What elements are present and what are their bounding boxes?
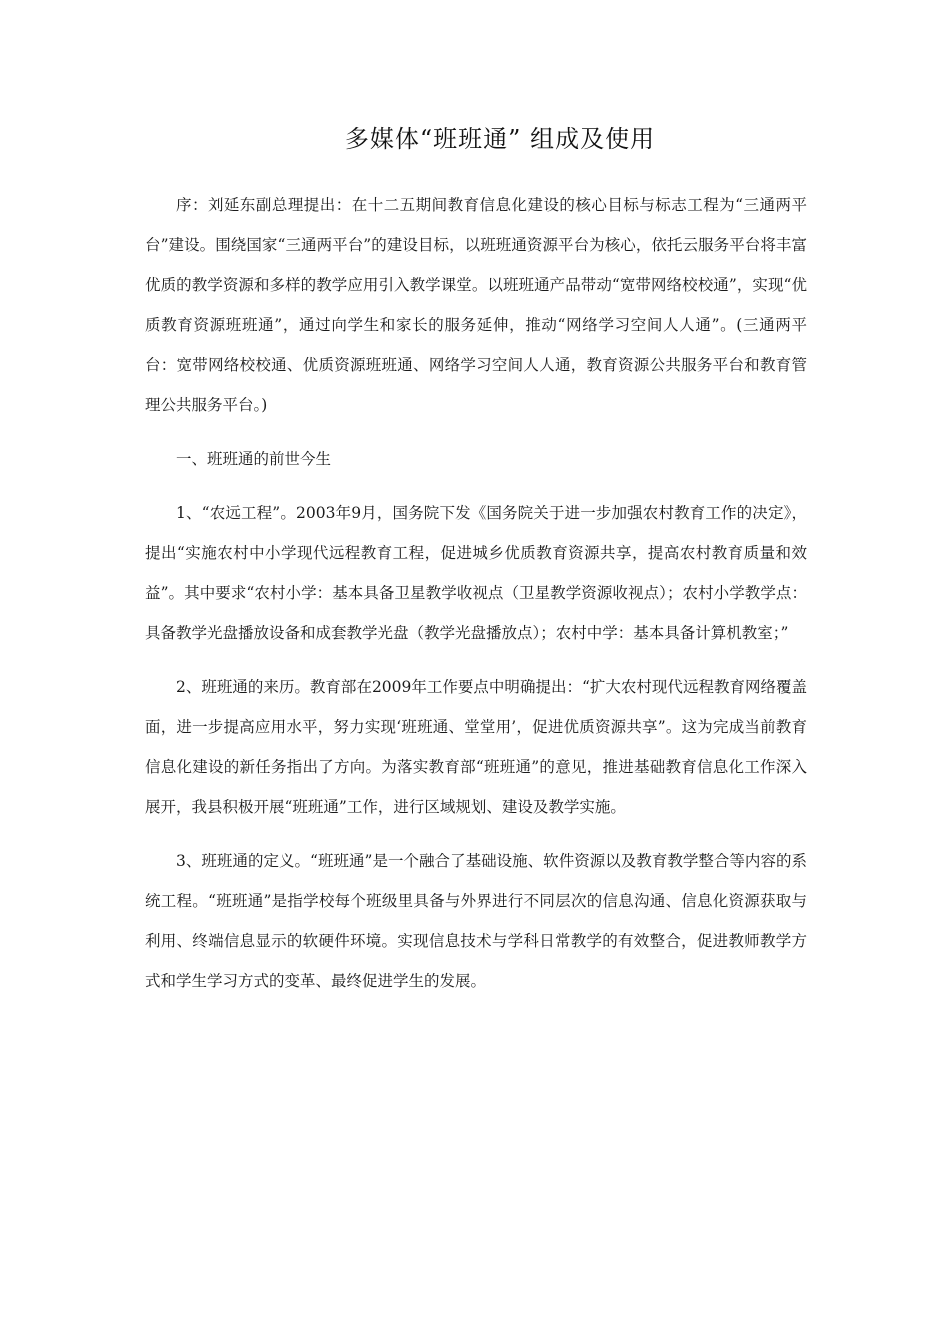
document-body	[145, 185, 807, 1015]
section-heading: 一、班班通的前世今生	[176, 450, 332, 468]
item-2-paragraph: 2、班班通的来历。教育部在2009年工作要点中明确提出：“扩大农村现代远程教育网络覆盖面，进一步提高应用水平，努力实现‘班班通、堂堂用’，促进优质资源共享”。这为完成当前教育信息化建设的新任务指出了方向。为落实教育部“班班通”的意见，推进基础教育信息化工作深入展开，我县积极开展“班班通”工作，进行区域规划、建设及教学实施。	[145, 678, 807, 816]
document-title: 多媒体“班班通” 组成及使用	[344, 125, 656, 153]
item-3-paragraph: 3、班班通的定义。“班班通”是一个融合了基础设施、软件资源以及教育教学整合等内容的系统工程。“班班通”是指学校每个班级里具备与外界进行不同层次的信息沟通、信息化资源获取与利用、终端信息显示的软硬件环境。实现信息技术与学科日常教学的有效整合，促进教师教学方式和学生学习方式的变革、最终促进学生的发展。	[145, 852, 807, 990]
item-1-paragraph: 1、“农远工程”。2003年9月，国务院下发《国务院关于进一步加强农村教育工作的决定》，提出“实施农村中小学现代远程教育工程，促进城乡优质教育资源共享，提高农村教育质量和效益”。其中要求“农村小学：基本具备卫星教学收视点（卫星教学资源收视点）；农村小学教学点：具备教学光盘播放设备和成套教学光盘（教学光盘播放点）；农村中学：基本具备计算机教室；”	[145, 504, 807, 642]
preface-paragraph: 序：刘延东副总理提出：在十二五期间教育信息化建设的核心目标与标志工程为“三通两平台”建设。围绕国家“三通两平台”的建设目标，以班班通资源平台为核心，依托云服务平台将丰富优质的教学资源和多样的教学应用引入教学课堂。以班班通产品带动“宽带网络校校通”，实现“优质教育资源班班通”，通过向学生和家长的服务延伸，推动“网络学习空间人人通”。(三通两平台：宽带网络校校通、优质资源班班通、网络学习空间人人通，教育资源公共服务平台和教育管理公共服务平台。)	[145, 196, 807, 414]
